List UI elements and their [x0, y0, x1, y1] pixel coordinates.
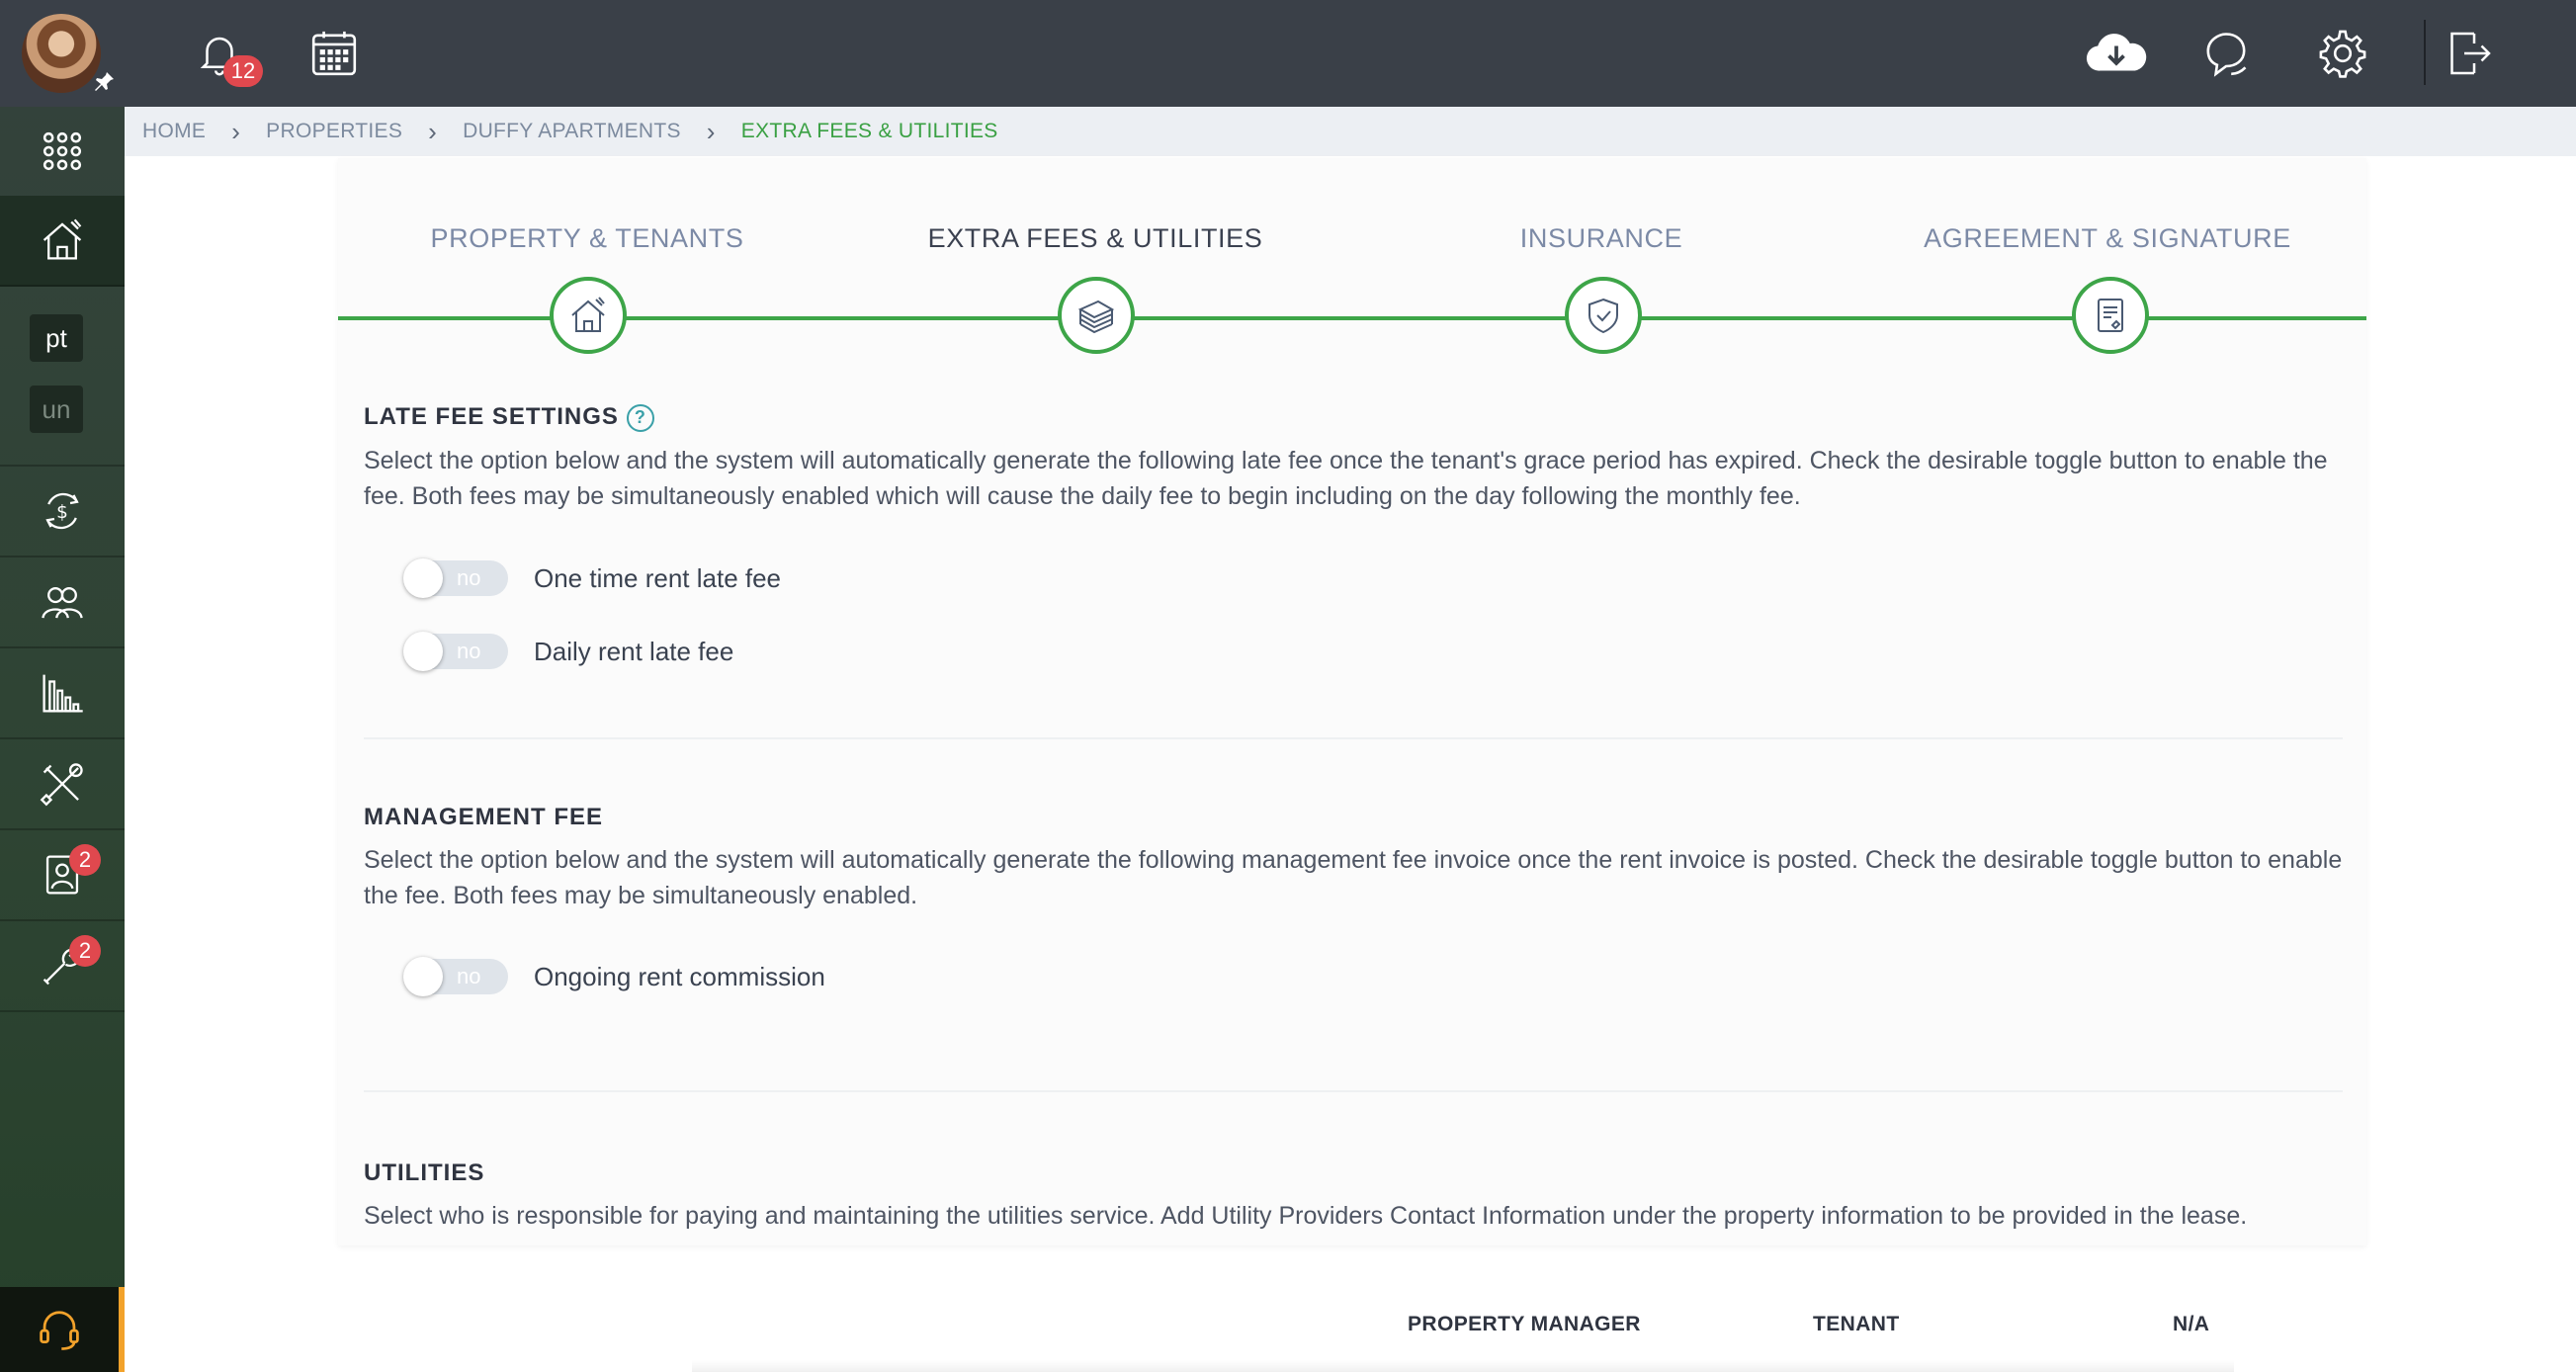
toggle-row-ongoing-commission — [405, 959, 825, 994]
management-fee-description: Select the option below and the system will automatically generate the following management fee invoice once the rent invoice is posted. Check the desirable toggle button to enable the fee. Both fees may be simultaneously enabled. — [364, 846, 2343, 909]
shield-icon — [1584, 296, 1623, 335]
step-insurance[interactable] — [1565, 277, 1642, 354]
breadcrumb — [125, 107, 2576, 156]
work-orders-badge: 2 — [69, 935, 101, 967]
lease-wizard-card — [338, 158, 2366, 1245]
sidebar — [0, 0, 125, 1372]
house-icon — [568, 296, 608, 335]
toggle-value: no — [457, 639, 481, 663]
applicants-badge: 2 — [69, 844, 101, 876]
download-button[interactable] — [2082, 26, 2151, 81]
late-fee-title-text: LATE FEE SETTINGS — [364, 403, 619, 430]
svg-text:$: $ — [56, 501, 68, 523]
tools-icon — [40, 761, 85, 807]
sidebar-item-tenants[interactable] — [0, 557, 125, 648]
cloud-download-icon — [2083, 29, 2150, 78]
dollar-cycle-icon — [40, 488, 85, 534]
utilities-description: Select who is responsible for paying and maintaining the utilities service. Add Utility Providers Contact Information under the property information to be provided in the lease. — [364, 1202, 2248, 1230]
breadcrumb-current: EXTRA FEES & UTILITIES — [740, 120, 998, 142]
late-fee-title — [364, 403, 654, 432]
top-bar — [125, 0, 2576, 107]
support-button[interactable] — [0, 1287, 125, 1372]
sidebar-item-work-orders[interactable] — [0, 921, 125, 1012]
management-fee-title: MANAGEMENT FEE — [364, 804, 603, 830]
section-divider — [364, 1090, 2343, 1092]
step-agreement[interactable] — [2072, 277, 2149, 354]
calendar-button[interactable] — [306, 26, 362, 81]
money-stack-icon — [1076, 296, 1116, 335]
step-label-property-tenants[interactable]: PROPERTY & TENANTS — [430, 223, 744, 253]
utilities-title: UTILITIES — [364, 1159, 485, 1186]
toggle-value: no — [457, 565, 481, 590]
gear-icon — [2317, 28, 2368, 79]
sidebar-item-maintenance-tools[interactable] — [0, 739, 125, 830]
utilities-column-tenant: TENANT — [1813, 1313, 1900, 1335]
house-icon — [40, 217, 85, 263]
sidebar-item-payments[interactable] — [0, 467, 125, 557]
toggle-value: no — [457, 964, 481, 988]
topbar-divider — [2424, 20, 2426, 85]
late-fee-description: Select the option below and the system will automatically generate the following late fee once the tenant's grace period has expired. Check the desirable toggle button to enable the fee. Both fees may be simultaneously enabled which will cause the daily fee to begin including on the day following the monthly fee. — [364, 447, 2328, 510]
messages-button[interactable] — [2198, 26, 2254, 81]
toggle-knob — [403, 632, 443, 671]
settings-button[interactable] — [2315, 26, 2370, 81]
help-icon[interactable]: ? — [627, 404, 654, 432]
sidebar-chip-pt[interactable]: pt — [30, 314, 83, 362]
people-icon — [40, 579, 85, 625]
toggle-label: Daily rent late fee — [534, 636, 734, 666]
chat-icon — [2200, 28, 2252, 79]
grid-dots-icon — [40, 129, 85, 174]
breadcrumb-property[interactable]: DUFFY APARTMENTS — [463, 120, 681, 142]
toggle-knob — [403, 558, 443, 598]
logout-button[interactable] — [2442, 26, 2497, 81]
step-label-extra-fees[interactable]: EXTRA FEES & UTILITIES — [927, 223, 1263, 253]
utilities-column-na: N/A — [2173, 1313, 2210, 1335]
steps-progress-line — [338, 316, 2366, 320]
breadcrumb-separator: › — [231, 116, 241, 146]
step-label-agreement[interactable]: AGREEMENT & SIGNATURE — [1924, 223, 2291, 253]
sidebar-chip-un[interactable]: un — [30, 386, 83, 433]
step-extra-fees[interactable] — [1058, 277, 1135, 354]
sidebar-item-reports[interactable] — [0, 648, 125, 739]
table-top-edge — [692, 1360, 2234, 1372]
sidebar-item-applicants[interactable] — [0, 830, 125, 921]
bar-chart-icon — [40, 670, 85, 716]
breadcrumb-separator: › — [428, 116, 438, 146]
breadcrumb-separator: › — [706, 116, 716, 146]
step-property-tenants[interactable] — [550, 277, 627, 354]
breadcrumb-properties[interactable]: PROPERTIES — [266, 120, 403, 142]
section-divider — [364, 737, 2343, 739]
toggle-row-daily-late-fee — [405, 634, 733, 669]
toggle-knob — [403, 957, 443, 996]
calendar-icon — [308, 28, 360, 79]
breadcrumb-home[interactable]: HOME — [142, 120, 207, 142]
profile-area — [0, 0, 125, 107]
step-label-insurance[interactable]: INSURANCE — [1519, 223, 1683, 253]
utilities-column-property-manager: PROPERTY MANAGER — [1408, 1313, 1641, 1335]
sidebar-item-properties[interactable] — [0, 196, 125, 287]
document-icon — [2091, 296, 2130, 335]
toggle-label: Ongoing rent commission — [534, 961, 825, 991]
ongoing-rent-commission-toggle[interactable] — [405, 959, 508, 994]
notifications-badge: 12 — [223, 55, 263, 87]
headset-icon — [37, 1307, 82, 1352]
toggle-row-one-time-late-fee — [405, 560, 781, 596]
sidebar-item-apps[interactable] — [0, 107, 125, 198]
avatar[interactable] — [22, 14, 101, 93]
logout-icon — [2445, 29, 2494, 78]
pin-icon[interactable] — [93, 69, 117, 93]
toggle-label: One time rent late fee — [534, 562, 782, 593]
daily-late-fee-toggle[interactable] — [405, 634, 508, 669]
one-time-late-fee-toggle[interactable] — [405, 560, 508, 596]
